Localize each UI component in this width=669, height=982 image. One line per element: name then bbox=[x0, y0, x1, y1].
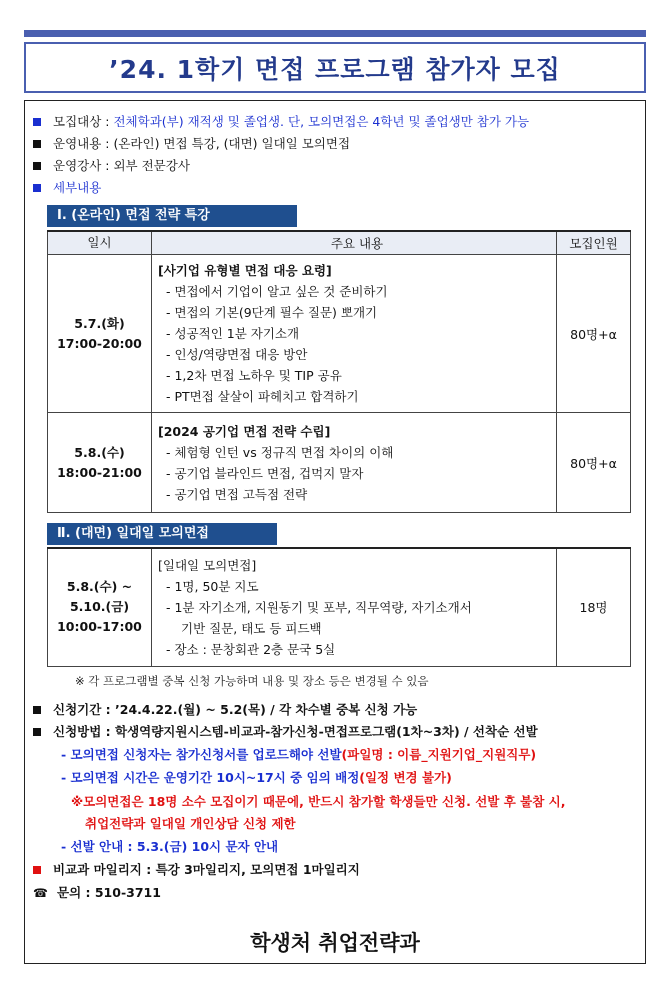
square-bullet-icon bbox=[33, 162, 41, 170]
target-label: 모집대상 : bbox=[53, 114, 110, 129]
content-label: 운영내용 : bbox=[53, 136, 110, 151]
list-item-continued: 기반 질문, 태도 등 피드백 bbox=[181, 620, 322, 636]
square-bullet-icon bbox=[33, 140, 41, 148]
row-date bbox=[48, 548, 152, 666]
list-item: - 체험형 인턴 vs 정규직 면접 차이의 이해 bbox=[166, 444, 394, 460]
row-content bbox=[152, 548, 557, 666]
submission-text: - 모의면접 신청자는 참가신청서를 업로드해야 선발 bbox=[61, 747, 342, 762]
instructor-label: 운영강사 : bbox=[53, 158, 110, 173]
top-accent-bar bbox=[24, 30, 646, 37]
instructor-value: 외부 전문강사 bbox=[113, 158, 190, 173]
list-item: - 성공적인 1분 자기소개 bbox=[166, 326, 300, 341]
list-item: - 장소 : 문창회관 2층 문국 5실 bbox=[166, 641, 336, 657]
row-date bbox=[48, 255, 152, 413]
page-title: ’24. 1학기 면접 프로그램 참가자 모집 bbox=[109, 54, 561, 84]
row-count: 18명 bbox=[557, 548, 631, 666]
notice-text: ※ 각 프로그램별 중복 신청 가능하며 내용 및 장소 등은 변경될 수 있음 bbox=[75, 674, 429, 688]
period-line bbox=[33, 701, 417, 719]
main-content-box bbox=[24, 100, 646, 964]
target-value: 전체학과(부) 재적생 및 졸업생. 단, 모의면접은 4학년 및 졸업생만 참가 가능 bbox=[113, 114, 530, 129]
period-text: 신청기간 : ’24.4.22.(월) ~ 5.2(목) / 각 차수별 중복 신청 가능 bbox=[53, 702, 418, 717]
schedule-rule: (일정 변경 불가) bbox=[359, 770, 452, 785]
row-heading: [2024 공기업 면접 전략 수립] bbox=[158, 423, 331, 439]
table-row bbox=[48, 413, 631, 513]
col-count-header: 모집인원 bbox=[557, 231, 631, 255]
warning-line-2: 취업전략과 일대일 개인상담 신청 제한 bbox=[85, 816, 296, 831]
instructor-line bbox=[33, 157, 190, 175]
date-line: 5.10.(금) bbox=[69, 599, 130, 615]
date-line: 5.8.(수) bbox=[74, 444, 125, 460]
list-item: - 면접의 기본(9단계 필수 질문) 뽀개기 bbox=[166, 305, 378, 320]
target-line bbox=[33, 113, 529, 131]
title-box bbox=[24, 42, 646, 93]
list-item: - 1,2차 면접 노하우 및 TIP 공유 bbox=[166, 368, 342, 383]
section-offline-header: Ⅱ. (대면) 일대일 모의면접 bbox=[47, 523, 277, 545]
list-item: - 공기업 면접 고득점 전략 bbox=[166, 486, 308, 502]
submission-note bbox=[61, 746, 536, 764]
details-label: 세부내용 bbox=[53, 180, 102, 195]
organization-footer: 학생처 취업전략과 bbox=[250, 931, 420, 955]
details-line bbox=[33, 179, 101, 197]
list-item: - PT면접 살살이 파헤치고 합격하기 bbox=[166, 389, 359, 404]
time-line: 10:00-17:00 bbox=[57, 619, 142, 635]
table-row bbox=[48, 255, 631, 413]
row-count: 80명+α bbox=[557, 413, 631, 513]
square-bullet-icon bbox=[33, 866, 41, 874]
row-count: 80명+α bbox=[557, 255, 631, 413]
list-item: - 1분 자기소개, 지원동기 및 포부, 직무역량, 자기소개서 bbox=[166, 599, 472, 615]
square-bullet-icon bbox=[33, 706, 41, 714]
contact-text: 문의 : 510-3711 bbox=[57, 885, 161, 900]
square-bullet-icon bbox=[33, 728, 41, 736]
time-line: 18:00-21:00 bbox=[57, 464, 142, 480]
filename-rule: (파일명 : 이름_지원기업_지원직무) bbox=[341, 747, 537, 762]
method-text: 신청방법 : 학생역량지원시스템-비교과-참가신청-면접프로그램(1차~3차) / 선착순 선발 bbox=[53, 724, 538, 739]
mileage-line bbox=[33, 861, 360, 879]
row-date bbox=[48, 413, 152, 513]
col-date-header: 일시 bbox=[48, 231, 152, 255]
date-line: 5.7.(화) bbox=[74, 315, 125, 331]
warning-line-1: ※모의면접은 18명 소수 모집이기 때문에, 반드시 참가할 학생들만 신청. 선발 후 불참 시, bbox=[71, 794, 566, 809]
table-row bbox=[48, 548, 631, 666]
section-online-header: Ⅰ. (온라인) 면접 전략 특강 bbox=[47, 205, 297, 227]
date-line: 5.8.(수) ~ bbox=[66, 579, 133, 595]
method-line bbox=[33, 723, 538, 741]
content-line bbox=[33, 135, 350, 153]
contact-line bbox=[33, 884, 161, 902]
row-heading: [일대일 모의면접] bbox=[158, 557, 257, 573]
list-item: - 면접에서 기업이 알고 싶은 것 준비하기 bbox=[166, 284, 388, 299]
selection-notice: - 선발 안내 : 5.3.(금) 10시 문자 안내 bbox=[61, 839, 279, 854]
schedule-note bbox=[61, 769, 452, 787]
list-item: - 1명, 50분 지도 bbox=[166, 578, 259, 594]
mileage-text: 비교과 마일리지 : 특강 3마일리지, 모의면접 1마일리지 bbox=[53, 862, 360, 877]
table-header-row bbox=[48, 231, 631, 255]
square-bullet-icon bbox=[33, 184, 41, 192]
offline-schedule-table bbox=[47, 547, 631, 667]
online-schedule-table bbox=[47, 230, 631, 513]
square-bullet-icon bbox=[33, 118, 41, 126]
row-content bbox=[152, 413, 557, 513]
row-heading: [사기업 유형별 면접 대응 요령] bbox=[158, 263, 332, 278]
phone-icon: ☎ bbox=[33, 886, 48, 900]
content-value: (온라인) 면접 특강, (대면) 일대일 모의면접 bbox=[113, 136, 351, 151]
schedule-text: - 모의면접 시간은 운영기간 10시~17시 중 임의 배정 bbox=[61, 770, 360, 785]
list-item: - 인성/역량면접 대응 방안 bbox=[166, 347, 308, 362]
list-item: - 공기업 블라인드 면접, 겁먹지 말자 bbox=[166, 465, 364, 481]
col-content-header: 주요 내용 bbox=[152, 231, 557, 255]
time-line: 17:00-20:00 bbox=[57, 335, 142, 351]
row-content bbox=[152, 255, 557, 413]
